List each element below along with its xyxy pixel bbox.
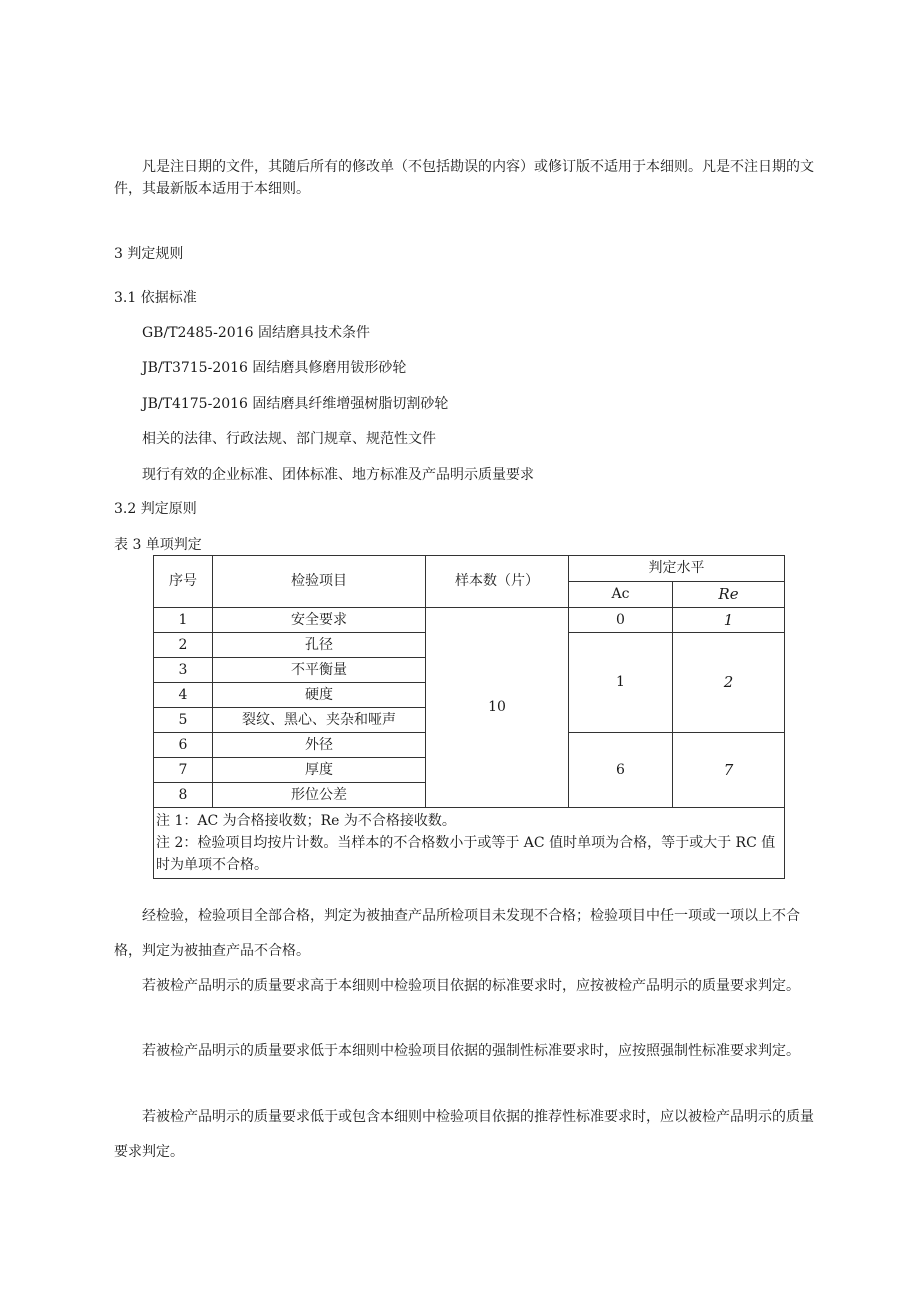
row-item: 外径 [213,733,426,758]
group-ac: 1 [569,633,673,733]
table-notes [154,808,785,879]
standard-item: GB/T2485-2016 固结磨具技术条件 [142,325,370,341]
sample-count: 10 [426,608,569,808]
header-item: 检验项目 [213,556,426,608]
group-re: 2 [673,633,785,733]
conclusion-paragraph: 若被检产品明示的质量要求高于本细则中检验项目依据的标准要求时，应按被检产品明示的质量要求判定。 [142,978,800,994]
row-no: 4 [154,683,213,708]
standard-item: 现行有效的企业标准、团体标准、地方标准及产品明示质量要求 [142,467,534,483]
row-item: 形位公差 [213,783,426,808]
table-notes-row [154,808,785,879]
row-no: 8 [154,783,213,808]
group-ac: 0 [569,608,673,633]
row-item: 厚度 [213,758,426,783]
standard-item: JB/T4175-2016 固结磨具纤维增强树脂切割砂轮 [142,396,449,412]
conclusion-paragraph: 若被检产品明示的质量要求低于本细则中检验项目依据的强制性标准要求时，应按照强制性标准要求判定。 [142,1043,800,1059]
group-re: 7 [673,733,785,808]
group-ac: 6 [569,733,673,808]
section-3-2-heading: 3.2 判定原则 [114,501,197,517]
table-note: 注 2：检验项目均按片计数。当样本的不合格数小于或等于 AC 值时单项为合格，等于或大于 RC 值时为单项不合格。 [156,835,776,873]
header-level: 判定水平 [569,556,785,582]
conclusion-paragraph: 经检验，检验项目全部合格，判定为被抽查产品所检项目未发现不合格；检验项目中任一项或一项以上不合格，判定为被抽查产品不合格。 [114,908,800,959]
row-no: 7 [154,758,213,783]
row-item: 裂纹、黑心、夹杂和哑声 [213,708,426,733]
row-no: 3 [154,658,213,683]
row-no: 6 [154,733,213,758]
row-no: 1 [154,608,213,633]
judgement-table [153,555,785,879]
row-no: 2 [154,633,213,658]
header-sample: 样本数（片） [426,556,569,608]
row-item: 硬度 [213,683,426,708]
header-re: Re [673,582,785,608]
header-ac: Ac [569,582,673,608]
table-note: 注 1：AC 为合格接收数；Re 为不合格接收数。 [156,813,456,829]
table-header-row [154,556,785,582]
intro-paragraph: 凡是注日期的文件，其随后所有的修改单（不包括勘误的内容）或修订版不适用于本细则。凡是不注日期的文件，其最新版本适用于本细则。 [114,159,814,197]
group-re: 1 [673,608,785,633]
row-item: 安全要求 [213,608,426,633]
header-no: 序号 [154,556,213,608]
table-row [154,608,785,633]
row-item: 孔径 [213,633,426,658]
conclusion-paragraph: 若被检产品明示的质量要求低于或包含本细则中检验项目依据的推荐性标准要求时，应以被检产品明示的质量要求判定。 [114,1109,814,1160]
row-item: 不平衡量 [213,658,426,683]
section-3-heading: 3 判定规则 [114,246,184,262]
section-3-1-heading: 3.1 依据标准 [114,290,197,306]
table-caption: 表 3 单项判定 [114,537,202,553]
standard-item: JB/T3715-2016 固结磨具修磨用钹形砂轮 [142,360,407,376]
standard-item: 相关的法律、行政法规、部门规章、规范性文件 [142,431,436,447]
row-no: 5 [154,708,213,733]
